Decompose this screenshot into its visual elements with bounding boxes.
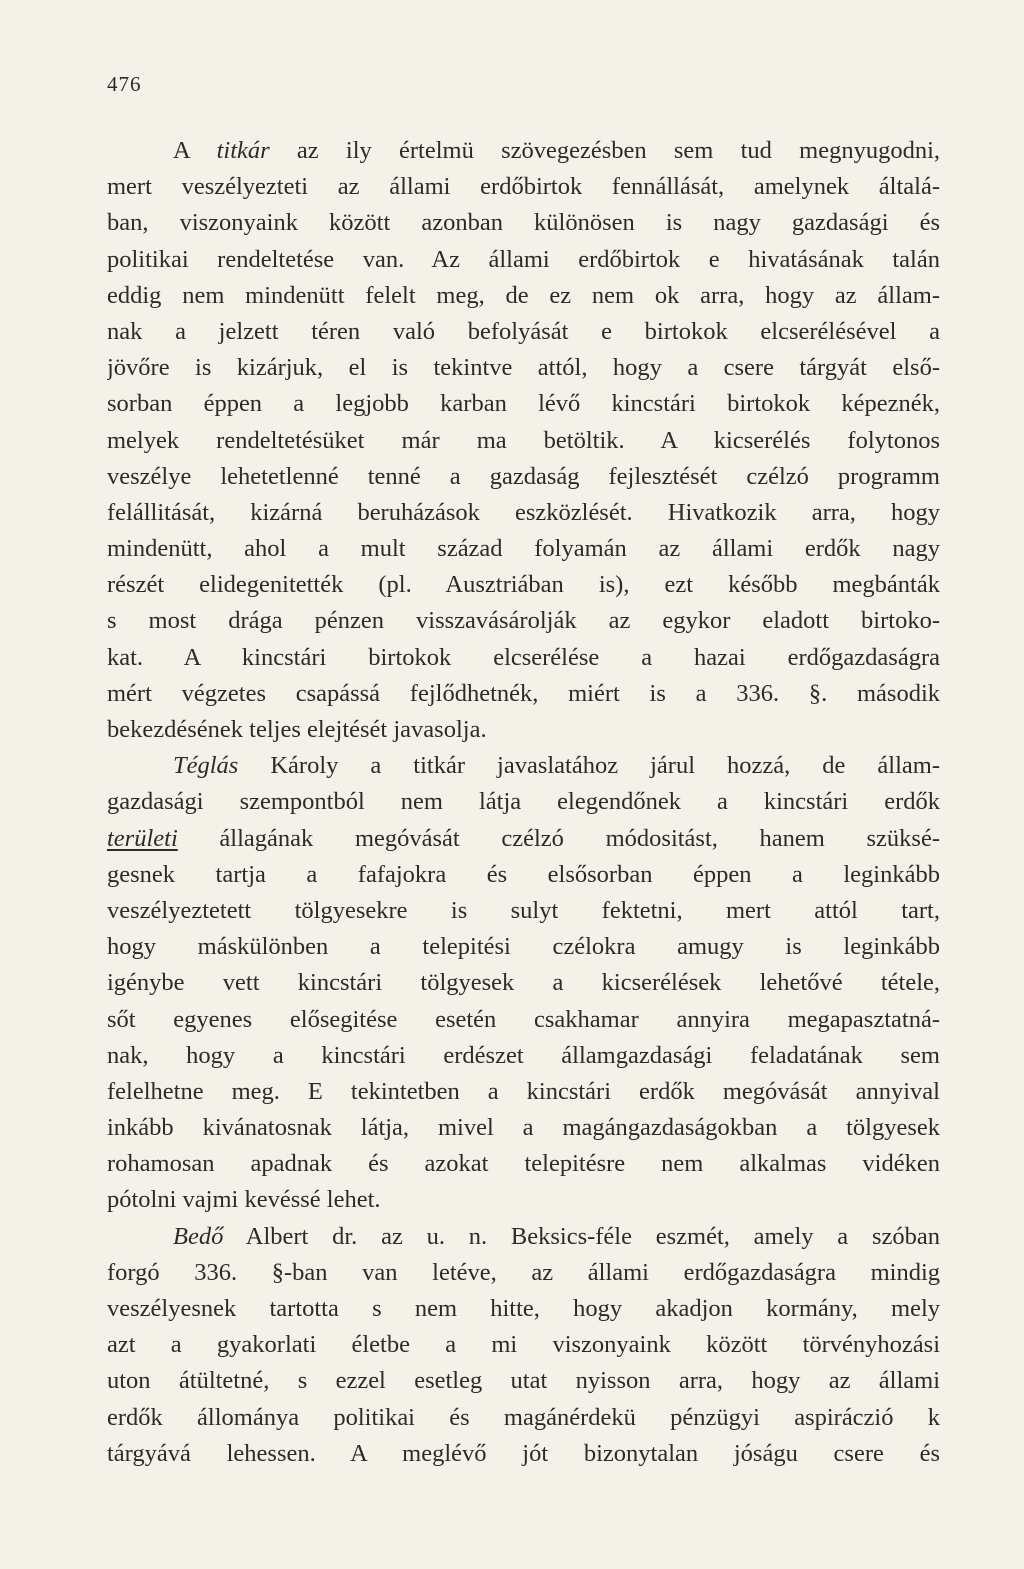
text-line (107, 1038, 940, 1074)
text-run: veszélye lehetetlenné tenné a gazdaság fejlesztését czélzó programm (107, 462, 940, 490)
text-line (107, 169, 940, 205)
text-line (107, 640, 940, 676)
text-run: pótolni vajmi kevéssé lehet. (107, 1186, 381, 1214)
text-run: forgó 336. §-ban van letéve, az állami erdőgazdaságra mindig (107, 1258, 940, 1286)
text-run: sőt egyenes elősegitése esetén csakhamar annyira megapasztatná- (107, 1005, 940, 1033)
body-text (107, 133, 940, 1472)
text-line (107, 1219, 940, 1255)
text-line (107, 748, 940, 784)
text-run: mert veszélyezteti az állami erdőbirtok fennállását, amelynek általá- (107, 173, 940, 201)
text-run: felállitását, kizárná beruházások eszközlését. Hivatkozik arra, hogy (107, 498, 940, 526)
text-line (107, 1074, 940, 1110)
text-run: bekezdésének teljes elejtését javasolja. (107, 716, 487, 743)
text-run: kat. A kincstári birtokok elcserélése a hazai erdőgazdaságra (107, 643, 940, 671)
text-run: veszélyeztetett tölgyesekre is sulyt fektetni, mert attól tart, (107, 896, 940, 924)
text-run: jövőre is kizárjuk, el is tekintve attól, hogy a csere tárgyát első- (107, 354, 940, 382)
text-run: sorban éppen a legjobb karban lévő kincstári birtokok képeznék, (107, 390, 940, 418)
text-line (107, 531, 940, 567)
text-line (107, 1002, 940, 1038)
paragraph (107, 133, 940, 748)
text-line (107, 495, 940, 531)
text-run: mért végzetes csapássá fejlődhetnék, miért is a 336. §. második (107, 679, 940, 707)
text-run: Albert dr. az u. n. Beksics-féle eszmét, amely a szóban (223, 1222, 940, 1250)
text-line (107, 314, 940, 350)
text-line (107, 1182, 940, 1218)
text-line (107, 205, 940, 241)
text-run: s most drága pénzen visszavásárolják az egykor eladott birtoko- (107, 607, 940, 635)
text-run: azt a gyakorlati életbe a mi viszonyaink között törvényhozási (107, 1331, 940, 1359)
text-run: hogy máskülönben a telepitési czélokra amugy is leginkább (107, 933, 940, 961)
text-run: nak, hogy a kincstári erdészet államgazdasági feladatának sem (107, 1041, 940, 1069)
text-line (107, 893, 940, 929)
text-line (107, 386, 940, 422)
text-run: gesnek tartja a fafajokra és elsősorban éppen a leginkább (107, 860, 940, 888)
text-line (107, 1146, 940, 1182)
text-line (107, 821, 940, 857)
text-line (107, 278, 940, 314)
text-run: az ily értelmü szövegezésben sem tud megnyugodni, (269, 137, 940, 164)
paragraph (107, 1219, 940, 1472)
page-number: 476 (107, 72, 142, 96)
text-line (107, 929, 940, 965)
text-line (107, 1327, 940, 1363)
text-run: mindenütt, ahol a mult század folyamán az állami erdők nagy (107, 535, 940, 563)
text-line (107, 1291, 940, 1327)
text-line (107, 423, 940, 459)
text-line (107, 1110, 940, 1146)
text-run: felelhetne meg. E tekintetben a kincstári erdők megóvását annyival (107, 1077, 940, 1105)
text-run: tárgyává lehessen. A meglévő jót bizonytalan jóságu csere és (107, 1439, 940, 1467)
text-run: veszélyesnek tartotta s nem hitte, hogy akadjon kormány, mely (107, 1295, 940, 1322)
text-line (107, 459, 940, 495)
text-run: állagának megóvását czélzó módositást, hanem szüksé- (177, 824, 940, 852)
emphasized-name: területi (107, 824, 178, 852)
text-run: ban, viszonyaink között azonban különösen is nagy gazdasági és (107, 209, 940, 237)
text-line (107, 1400, 940, 1436)
text-line (107, 350, 940, 386)
text-run: részét elidegenitették (pl. Ausztriában is), ezt később megbánták (107, 571, 940, 599)
text-run: rohamosan apadnak és azokat telepitésre nem alkalmas vidéken (107, 1150, 940, 1178)
text-line (107, 133, 940, 169)
text-run: erdők állománya politikai és magánérdekü pénzügyi aspiráczió k (107, 1403, 940, 1431)
text-run: politikai rendeltetése van. Az állami erdőbirtok e hivatásának talán (107, 245, 940, 273)
text-line (107, 784, 940, 820)
text-line (107, 676, 940, 712)
text-run: melyek rendeltetésüket már ma betöltik. A kicserélés folytonos (107, 426, 940, 454)
text-line (107, 567, 940, 603)
text-line (107, 965, 940, 1001)
text-run: nak a jelzett téren való befolyását e birtokok elcserélésével a (107, 317, 940, 345)
emphasized-name: titkár (216, 137, 270, 164)
text-run: Károly a titkár javaslatához járul hozzá, de állam- (238, 752, 940, 780)
text-line (107, 712, 940, 748)
emphasized-name: Bedő (173, 1222, 224, 1250)
text-line (107, 1363, 940, 1399)
text-line (107, 603, 940, 639)
text-run: eddig nem mindenütt felelt meg, de ez nem ok arra, hogy az állam- (107, 281, 940, 309)
text-line (107, 1436, 940, 1472)
text-line (107, 242, 940, 278)
text-run: A (173, 137, 217, 164)
text-line (107, 1255, 940, 1291)
emphasized-name: Téglás (173, 752, 239, 780)
text-run: uton átültetné, s ezzel esetleg utat nyisson arra, hogy az állami (107, 1367, 940, 1395)
text-run: inkább kivánatosnak látja, mivel a magángazdaságokban a tölgyesek (107, 1114, 940, 1142)
text-run: igénybe vett kincstári tölgyesek a kicserélések lehetővé tétele, (107, 969, 940, 997)
text-line (107, 857, 940, 893)
text-run: gazdasági szempontból nem látja elegendőnek a kincstári erdők (107, 788, 940, 816)
paragraph (107, 748, 940, 1218)
